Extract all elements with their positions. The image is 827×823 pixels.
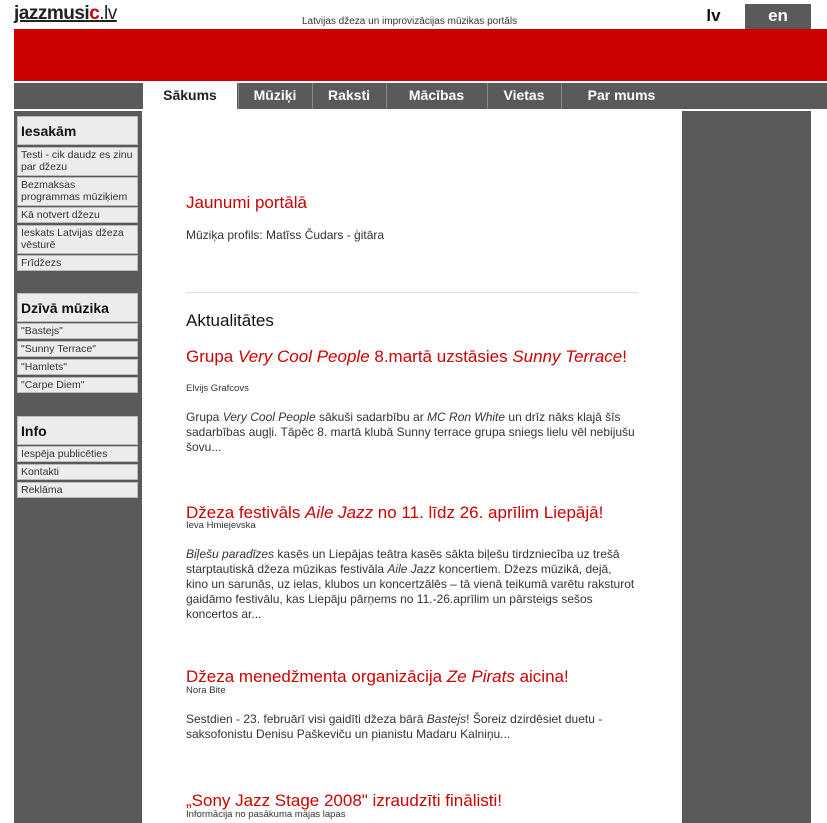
- sidebar-link[interactable]: Testi - cik daudz es zinu par džezu: [17, 147, 138, 176]
- nav-macibas[interactable]: Mācības: [386, 83, 486, 109]
- right-sidebar: [682, 111, 811, 823]
- article-author: Ieva Hmiejevska: [186, 520, 256, 531]
- sidebar-link[interactable]: Frīdžezs: [17, 255, 138, 271]
- lang-en-tab[interactable]: en: [745, 4, 811, 29]
- sidebar-link[interactable]: Bezmaksas programmas mūziķiem: [17, 177, 138, 206]
- article-excerpt: Sestdien - 23. februārī visi gaidīti džeza bārā Bastejs! Šoreiz dzirdēsiet duetu - saksofonistu Denisu Paškeviču un pianistu Madaru Kalniņu...: [186, 712, 603, 741]
- sidebar-link[interactable]: Kā notvert džezu: [17, 207, 138, 223]
- divider: [186, 292, 638, 293]
- updates-heading: Aktualitātes: [186, 311, 274, 330]
- article-title[interactable]: „Sony Jazz Stage 2008" izraudzīti finālisti!: [186, 791, 502, 810]
- sidebar-link[interactable]: Reklāma: [17, 482, 138, 498]
- site-tagline: Latvijas džeza un improvizācijas mūzikas portāls: [302, 16, 518, 27]
- sidebar-link[interactable]: Iespēja publicēties: [17, 446, 138, 462]
- sidebar-link[interactable]: "Sunny Terrace": [17, 341, 138, 357]
- sidebar-link[interactable]: "Bastejs": [17, 323, 138, 339]
- lang-lv-tab[interactable]: lv: [682, 4, 745, 29]
- article-title[interactable]: Grupa Very Cool People 8.martā uzstāsies Sunny Terrace!: [186, 347, 627, 366]
- article-excerpt: Biļešu paradīzes kasēs un Liepājas teātra kasēs sākta biļešu tirdzniecība uz trešā starptautiskā džeza mūzikas festivāla Aile Jazz koncertiem. Džezs mūzikā, dejā, kino un sarunās, uz ielas, klubos un koncertzālēs – tā vienā teikumā varētu raksturot gaidāmo festivālu, kas Liepāju pārņems no 11.-26.aprīlim un pārsteigs sešos koncertos ar...: [186, 547, 635, 621]
- nav-sakums[interactable]: Sākums: [143, 83, 237, 109]
- article-author: Informācija no pasākuma mājas lapas: [186, 809, 346, 820]
- article-title[interactable]: Džeza menedžmenta organizācija Ze Pirats aicina!: [186, 667, 569, 686]
- sidebar-heading-iesakam: Iesakām: [17, 116, 138, 145]
- news-heading: Jaunumi portālā: [186, 193, 307, 212]
- article-title[interactable]: Džeza festivāls Aile Jazz no 11. līdz 26. aprīlim Liepājā!: [186, 503, 604, 522]
- nav-vietas[interactable]: Vietas: [487, 83, 560, 109]
- sidebar-heading-dziva-muzika: Dzīvā mūzika: [17, 293, 138, 322]
- nav-par-mums[interactable]: Par mums: [561, 83, 681, 109]
- article-author: Nora Bite: [186, 685, 226, 696]
- site-logo[interactable]: jazzmusic.lv: [14, 3, 117, 24]
- sidebar-link[interactable]: "Hamlets": [17, 359, 138, 375]
- nav-raksti[interactable]: Raksti: [312, 83, 385, 109]
- article-author: Elvijs Grafcovs: [186, 383, 249, 394]
- nav-muziki[interactable]: Mūziķi: [238, 83, 311, 109]
- sidebar-link[interactable]: Kontakti: [17, 464, 138, 480]
- article-excerpt: Grupa Very Cool People sākuši sadarbību ar MC Ron White un drīz nāks klajā šīs sadarbības augļi. Tāpēc 8. martā klubā Sunny terrace grupa sniegs lielu vēl nebijušu šovu...: [186, 410, 635, 454]
- header-banner: [14, 29, 827, 81]
- news-link[interactable]: Mūziķa profils: Matīss Čudars - ģitāra: [186, 228, 385, 242]
- sidebar-heading-info: Info: [17, 416, 138, 445]
- sidebar-link[interactable]: "Carpe Diem": [17, 377, 138, 393]
- sidebar-link[interactable]: Ieskats Latvijas džeza vēsturē: [17, 225, 138, 254]
